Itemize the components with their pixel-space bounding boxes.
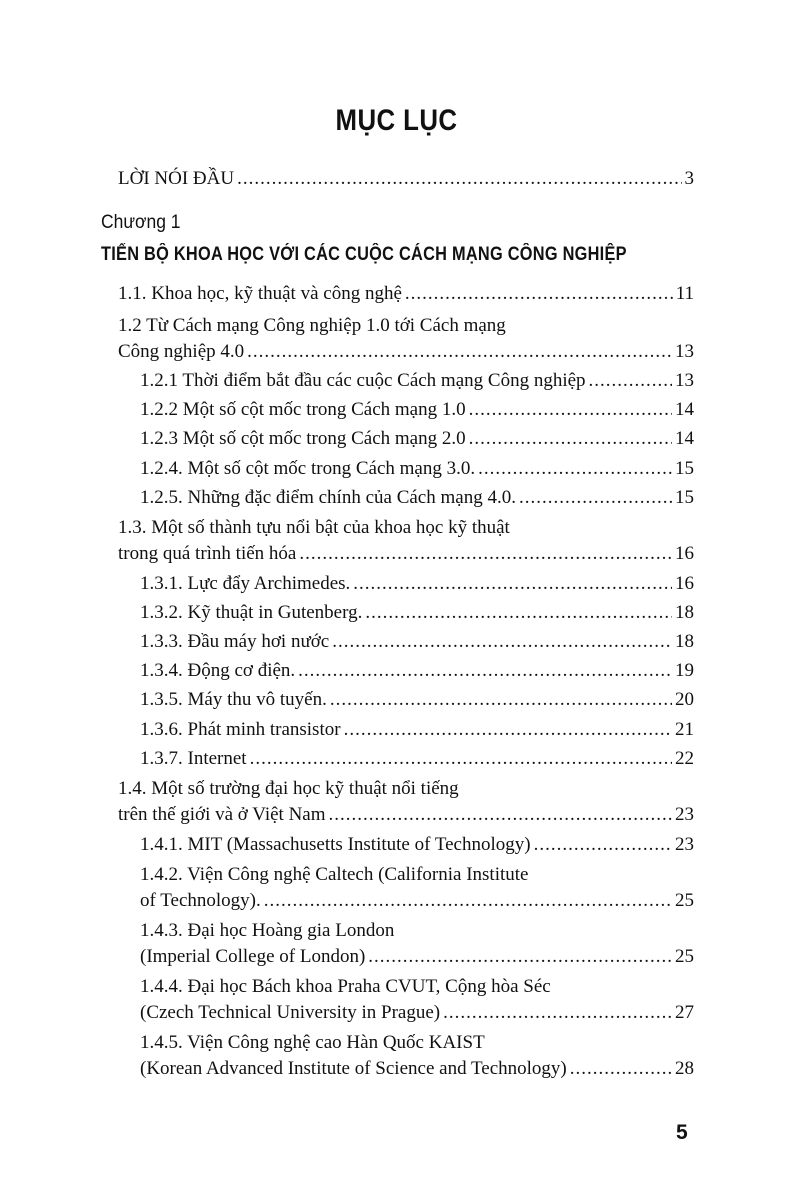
toc-page-number: 21	[675, 719, 694, 740]
toc-entry-1-3-7[interactable]	[140, 746, 694, 772]
chapter-title: TIẾN BỘ KHOA HỌC VỚI CÁC CUỘC CÁCH MẠNG CÔNG NGHIỆP	[101, 244, 627, 265]
dot-leader	[469, 426, 672, 452]
dot-leader	[344, 717, 672, 743]
toc-entry-label: (Czech Technical University in Prague)	[140, 1002, 441, 1023]
toc-page-number: 15	[675, 458, 694, 479]
toc-entry-1-3-4[interactable]	[140, 658, 694, 684]
dot-leader	[250, 746, 672, 772]
toc-entry-label: 1.2.4. Một số cột mốc trong Cách mạng 3.0.	[140, 458, 476, 479]
dot-leader	[330, 687, 672, 713]
toc-entry-label: (Korean Advanced Institute of Science and Technology)	[140, 1058, 567, 1079]
toc-page-number: 16	[675, 543, 694, 564]
toc-page-number: 23	[675, 834, 694, 855]
toc-page-number: 18	[675, 602, 694, 623]
toc-entry-1-2[interactable]	[118, 339, 694, 365]
dot-leader	[299, 541, 672, 567]
toc-entry-label: trong quá trình tiến hóa	[118, 543, 297, 564]
dot-leader	[443, 1000, 672, 1026]
toc-page-number: 18	[675, 631, 694, 652]
dot-leader	[534, 832, 672, 858]
toc-entry-label: 1.3.7. Internet	[140, 748, 247, 769]
dot-leader	[298, 658, 672, 684]
toc-page-number: 22	[675, 748, 694, 769]
toc-page-number: 20	[675, 689, 694, 710]
toc-page-number: 11	[675, 283, 694, 304]
toc-entry-label: 1.3.2. Kỹ thuật in Gutenberg.	[140, 602, 363, 623]
dot-leader	[264, 888, 672, 914]
toc-entry-label: 1.3.6. Phát minh transistor	[140, 719, 341, 740]
toc-entry-label: 1.3.1. Lực đẩy Archimedes.	[140, 573, 351, 594]
dot-leader	[478, 456, 672, 482]
dot-leader	[365, 600, 672, 626]
toc-entry-1-3-6[interactable]	[140, 717, 694, 743]
toc-entry-1-1[interactable]	[118, 281, 694, 307]
toc-entry-label: trên thế giới và ở Việt Nam	[118, 804, 326, 825]
toc-entry-1-4-5[interactable]	[140, 1056, 694, 1082]
toc-entry-label: 1.3.3. Đầu máy hơi nước	[140, 631, 330, 652]
toc-entry-1-3-line1[interactable]: 1.3. Một số thành tựu nổi bật của khoa học kỹ thuật	[118, 517, 510, 538]
page-number: 5	[676, 1121, 688, 1144]
dot-leader	[247, 339, 672, 365]
toc-page-number: 13	[675, 370, 694, 391]
toc-page-number: 25	[675, 946, 694, 967]
toc-page-number: 27	[675, 1002, 694, 1023]
dot-leader	[353, 571, 672, 597]
dot-leader	[570, 1056, 672, 1082]
toc-entry-label: 1.3.5. Máy thu vô tuyến.	[140, 689, 327, 710]
toc-page-number: 16	[675, 573, 694, 594]
toc-entry-label: 1.2.5. Những đặc điểm chính của Cách mạng 4.0.	[140, 487, 516, 508]
dot-leader	[329, 802, 673, 828]
dot-leader	[589, 368, 672, 394]
toc-entry-1-4-3-line1[interactable]: 1.4.3. Đại học Hoàng gia London	[140, 920, 395, 941]
toc-page-number: 14	[675, 428, 694, 449]
dot-leader	[332, 629, 672, 655]
toc-page-number: 3	[684, 168, 694, 189]
toc-page-number: 15	[675, 487, 694, 508]
toc-entry-1-2-line1[interactable]: 1.2 Từ Cách mạng Công nghiệp 1.0 tới Cách mạng	[118, 315, 506, 336]
toc-entry-label: of Technology).	[140, 890, 261, 911]
toc-entry-1-4-3[interactable]	[140, 944, 694, 970]
chapter-label: Chương 1	[101, 212, 181, 233]
toc-page-number: 25	[675, 890, 694, 911]
toc-entry-1-2-4[interactable]	[140, 456, 694, 482]
toc-page-number: 23	[675, 804, 694, 825]
dot-leader	[237, 166, 681, 192]
toc-entry-1-4-4-line1[interactable]: 1.4.4. Đại học Bách khoa Praha CVUT, Cộng hòa Séc	[140, 976, 551, 997]
toc-entry-1-2-2[interactable]	[140, 397, 694, 423]
toc-entry-label: 1.1. Khoa học, kỹ thuật và công nghệ	[118, 283, 402, 304]
toc-entry-label: 1.4.1. MIT (Massachusetts Institute of Technology)	[140, 834, 531, 855]
toc-entry-1-4-2-line1[interactable]: 1.4.2. Viện Công nghệ Caltech (California Institute	[140, 864, 529, 885]
toc-page-number: 28	[675, 1058, 694, 1079]
toc-entry-1-2-1[interactable]	[140, 368, 694, 394]
toc-entry-1-2-5[interactable]	[140, 485, 694, 511]
toc-entry-preface[interactable]	[118, 166, 694, 192]
toc-entry-1-4-5-line1[interactable]: 1.4.5. Viện Công nghệ cao Hàn Quốc KAIST	[140, 1032, 485, 1053]
toc-entry-1-3-5[interactable]	[140, 687, 694, 713]
toc-entry-label: 1.3.4. Động cơ điện.	[140, 660, 296, 681]
dot-leader	[368, 944, 672, 970]
dot-leader	[519, 485, 672, 511]
toc-entry-label: 1.2.1 Thời điểm bắt đầu các cuộc Cách mạng Công nghiệp	[140, 370, 586, 391]
toc-entry-label: 1.2.3 Một số cột mốc trong Cách mạng 2.0	[140, 428, 466, 449]
toc-entry-1-2-3[interactable]	[140, 426, 694, 452]
dot-leader	[405, 281, 673, 307]
toc-entry-1-4-1[interactable]	[140, 832, 694, 858]
toc-page-number: 14	[675, 399, 694, 420]
toc-entry-1-4-2[interactable]	[140, 888, 694, 914]
dot-leader	[469, 397, 672, 423]
toc-entry-label: 1.2.2 Một số cột mốc trong Cách mạng 1.0	[140, 399, 466, 420]
toc-entry-label: LỜI NÓI ĐẦU	[118, 168, 235, 189]
toc-entry-1-4[interactable]	[118, 802, 694, 828]
toc-entry-label: Công nghiệp 4.0	[118, 341, 245, 362]
toc-entry-1-4-line1[interactable]: 1.4. Một số trường đại học kỹ thuật nổi tiếng	[118, 778, 459, 799]
toc-page-number: 13	[675, 341, 694, 362]
toc-entry-1-4-4[interactable]	[140, 1000, 694, 1026]
toc-entry-1-3[interactable]	[118, 541, 694, 567]
toc-entry-1-3-3[interactable]	[140, 629, 694, 655]
toc-page-number: 19	[675, 660, 694, 681]
toc-entry-1-3-2[interactable]	[140, 600, 694, 626]
page-title: MỤC LỤC	[335, 104, 458, 137]
toc-entry-1-3-1[interactable]	[140, 571, 694, 597]
toc-entry-label: (Imperial College of London)	[140, 946, 366, 967]
